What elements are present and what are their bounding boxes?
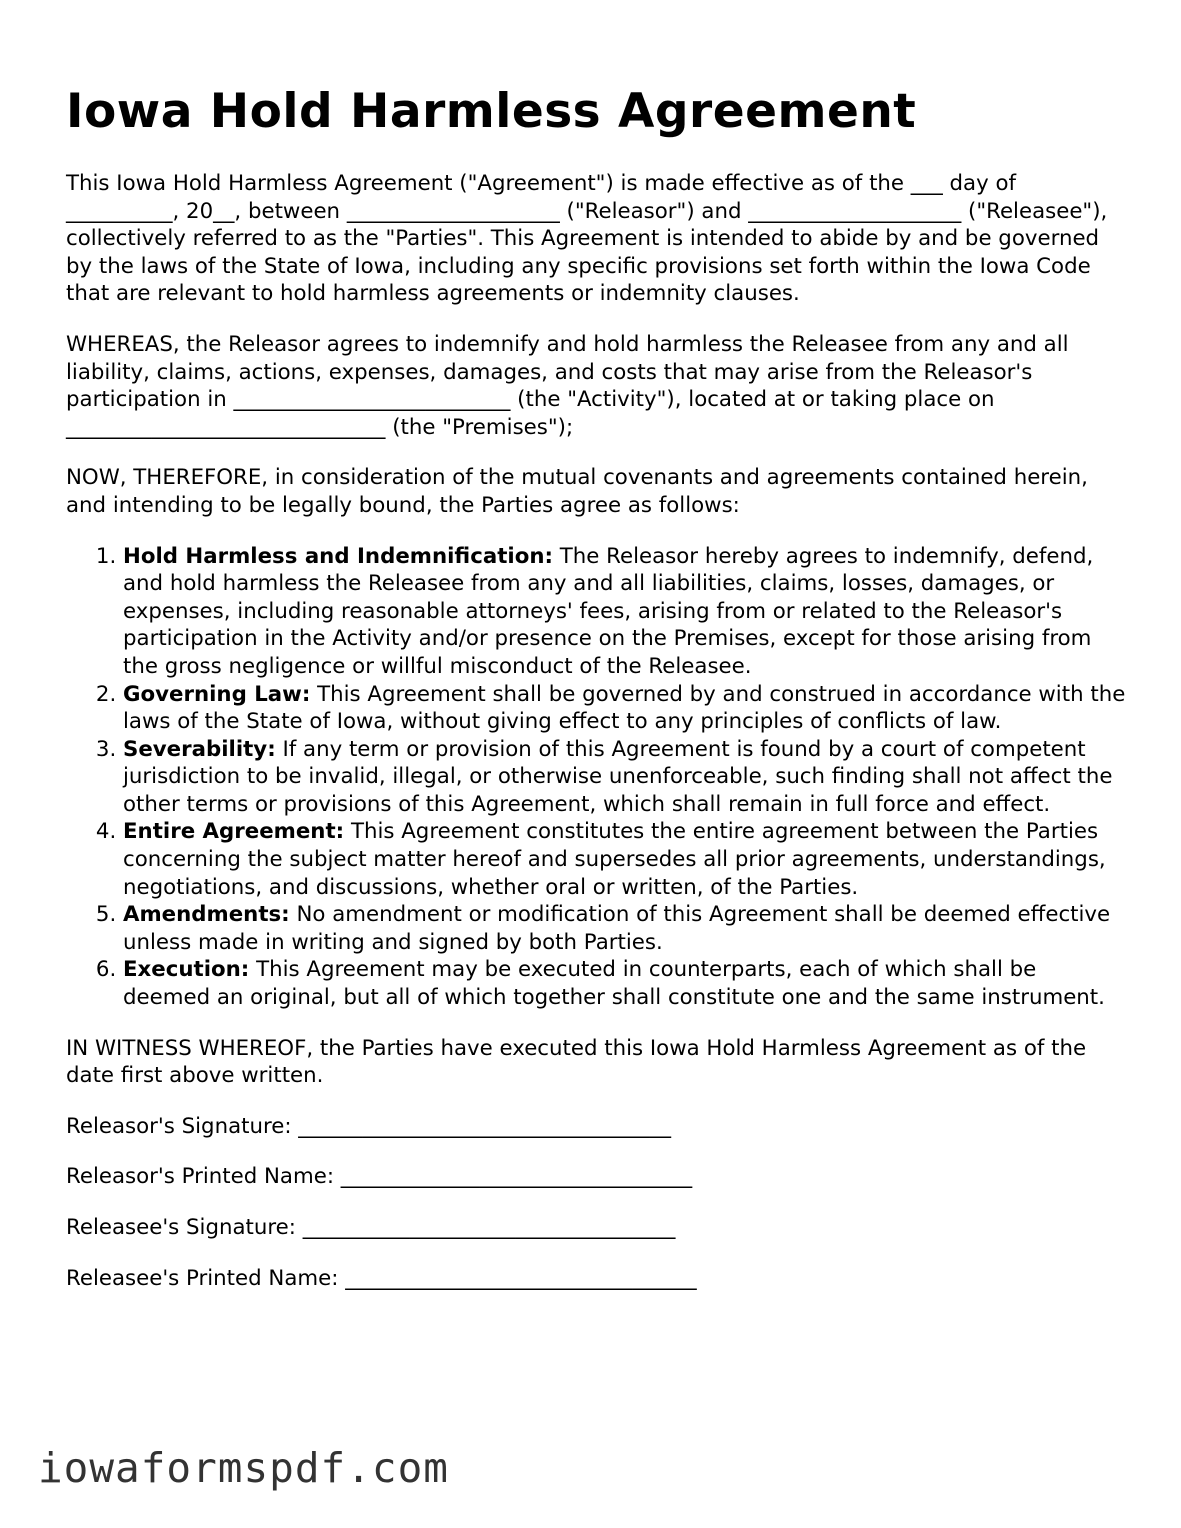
clause-text: The Releasor hereby agrees to indemnify, defend, and hold harmless the Releasee from any and all liabilities, claims, losses, damages, or expenses, including reasonable attorneys' fees, arising from or related to the Releasor's participation in the Activity and/or presence on the Premises, except for those arising from the gross negligence or willful misconduct of the Releasee. [123,543,1094,679]
clause-heading: Entire Agreement: [123,819,345,845]
clause-heading: Amendments: [123,902,290,928]
releasor-printed-name-line: Releasor's Printed Name: _________________________________ [66,1164,693,1190]
releasee-printed-name-line: Releasee's Printed Name: _________________________________ [66,1265,697,1291]
clause-heading: Governing Law: [123,681,311,707]
document-title: Iowa Hold Harmless Agreement [66,84,917,139]
clauses-list [66,543,1126,1012]
clause-heading: Hold Harmless and Indemnification: [123,543,554,569]
intro-paragraph: This Iowa Hold Harmless Agreement ("Agreement") is made effective as of the ___ day of __________, 20__, between ____________________ ("Releasor") and ____________________ ("Releasee"), collectively referred to as the "Parties". This Agreement is intended to abide by and be governed by the laws of the State of Iowa, including any specific provisions set forth within the Iowa Code that are relevant to hold harmless agreements or indemnity clauses. [66,171,1108,307]
clause-item [123,818,1126,901]
clause-text: If any term or provision of this Agreement is found by a court of competent jurisdiction to be invalid, illegal, or otherwise unenforceable, such finding shall not affect the other terms or provisions of this Agreement, which shall remain in full force and effect. [123,736,1113,817]
clause-item [123,543,1126,681]
clause-item [123,736,1126,819]
whereas-paragraph: WHEREAS, the Releasor agrees to indemnify and hold harmless the Releasee from any and all liability, claims, actions, expenses, damages, and costs that may arise from the Releasor's participation in __________________________ (the "Activity"), located at or taking place on ______________________________ (the "Premises"); [66,331,1069,440]
witness-paragraph: IN WITNESS WHEREOF, the Parties have executed this Iowa Hold Harmless Agreement as of the date first above written. [66,1035,1087,1089]
now-therefore-paragraph: NOW, THEREFORE, in consideration of the mutual covenants and agreements contained herein, and intending to be legally bound, the Parties agree as follows: [66,465,1088,518]
releasee-signature-line: Releasee's Signature: ___________________________________ [66,1215,676,1240]
releasor-signature-line: Releasor's Signature: ___________________________________ [66,1113,671,1139]
clause-text: No amendment or modification of this Agreement shall be deemed effective unless made in writing and signed by both Parties. [123,902,1111,955]
clause-text: This Agreement shall be governed by and construed in accordance with the laws of the State of Iowa, without giving effect to any principles of conflicts of law. [123,681,1126,735]
document-page [66,84,1126,1315]
clause-item [123,956,1126,1011]
clause-heading: Severability: [123,736,276,762]
clause-text: This Agreement constitutes the entire agreement between the Parties concerning the subject matter hereof and supersedes all prior agreements, understandings, negotiations, and discussions, whether oral or written, of the Parties. [123,819,1106,900]
clause-text: This Agreement may be executed in counterparts, each of which shall be deemed an original, but all of which together shall constitute one and the same instrument. [123,957,1105,1011]
clause-heading: Execution: [123,957,250,983]
clause-item [123,901,1126,956]
watermark: iowaformspdf.com [38,1444,449,1492]
clause-item [123,681,1126,736]
